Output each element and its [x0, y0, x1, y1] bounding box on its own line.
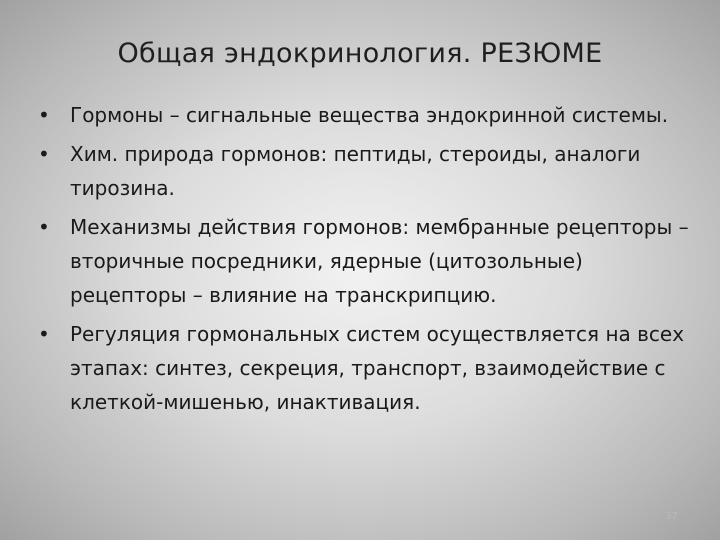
bullet-item	[38, 137, 698, 205]
slide-title: Общая эндокринология. РЕЗЮМЕ	[117, 38, 603, 69]
bullet-marker: •	[38, 103, 50, 127]
page-number: 37	[665, 511, 678, 522]
bullet-marker: •	[38, 142, 50, 166]
bullet-text: Механизмы действия гормонов: мембранные рецепторы – вторичные посредники, ядерные (цитозольные) рецепторы – влияние на транскрипцию.	[70, 215, 689, 307]
bullet-text: Регуляция гормональных систем осуществляется на всех этапах: синтез, секреция, транспорт, взаимодействие с клеткой-мишенью, инактивация.	[70, 322, 685, 414]
bullet-marker: •	[38, 215, 50, 239]
bullet-text: Хим. природа гормонов: пептиды, стероиды, аналоги тирозина.	[70, 142, 641, 200]
bullet-list	[38, 98, 698, 424]
bullet-item	[38, 210, 698, 312]
bullet-marker: •	[38, 322, 50, 346]
bullet-text: Гормоны – сигнальные вещества эндокринной системы.	[70, 103, 669, 127]
bullet-item	[38, 98, 698, 132]
bullet-item	[38, 317, 698, 419]
